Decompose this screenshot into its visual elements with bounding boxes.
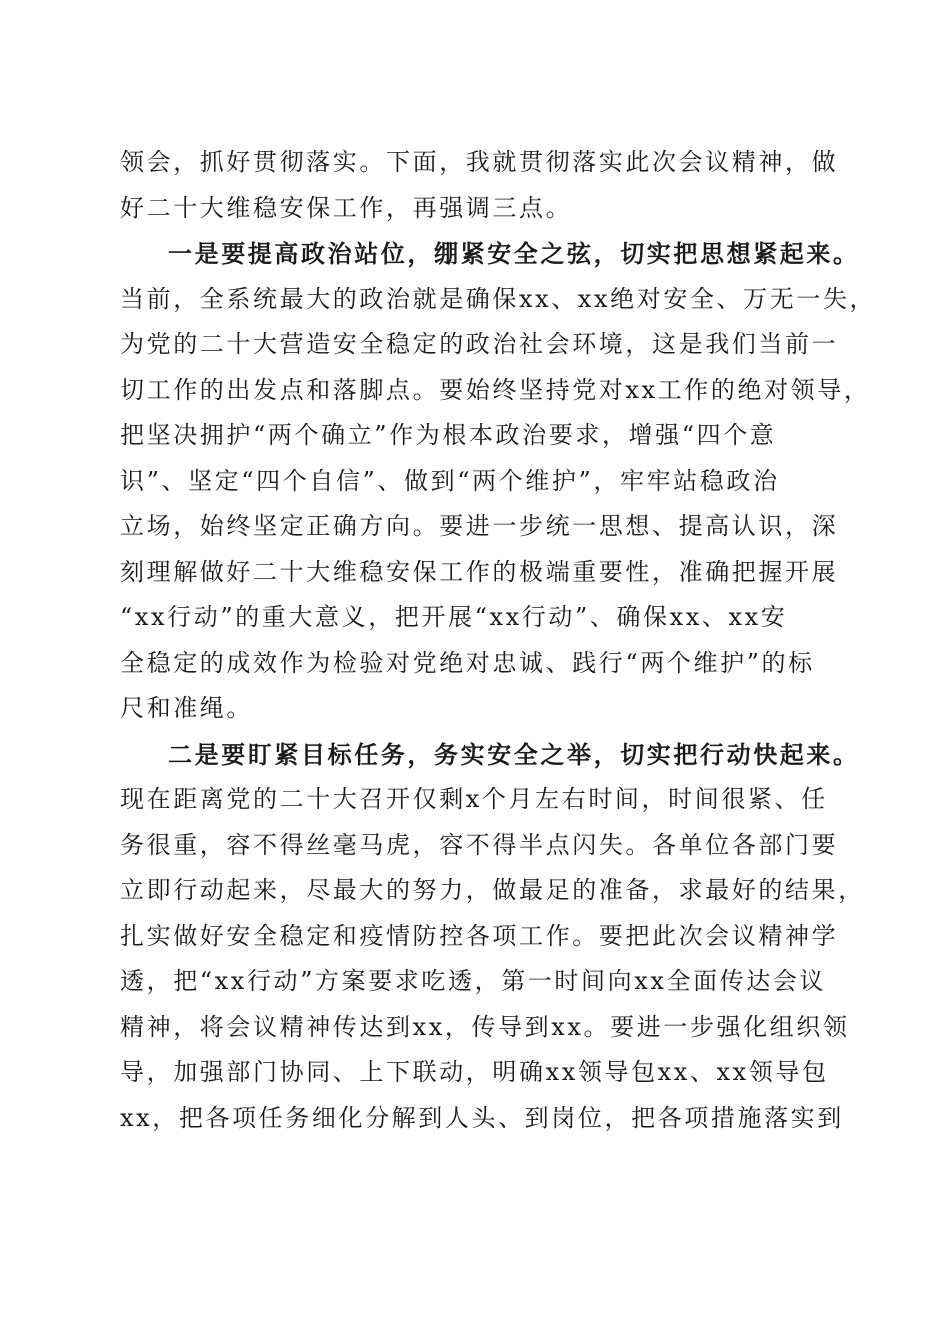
section2-line: 透，把“xx行动”方案要求吃透，第一时间向xx全面传达会议 (120, 967, 827, 995)
section1-line: 为党的二十大营造安全稳定的政治社会环境，这是我们当前一 (120, 330, 839, 358)
section1-line: 识”、坚定“四个自信”、做到“两个维护”，牢牢站稳政治 (120, 466, 780, 495)
section2-line: 导，加强部门协同、上下联动，明确xx领导包xx、xx领导包 (120, 1058, 829, 1086)
section1-line: 把坚决拥护“两个确立”作为根本政治要求，增强“四个意 (120, 421, 777, 449)
section1-line: 切工作的出发点和落脚点。要始终坚持党对xx工作的绝对领导， (120, 375, 871, 404)
section2-line: 扎实做好安全稳定和疫情防控各项工作。要把此次会议精神学 (120, 921, 839, 950)
section2-line: 现在距离党的二十大召开仅剩x个月左右时间，时间很紧、任 (120, 785, 828, 813)
section2-line: xx，把各项任务细化分解到人头、到岗位，把各项措施落实到 (120, 1103, 844, 1132)
section2-line: 精神，将会议精神传达到xx，传导到xx。要进一步强化组织领 (120, 1012, 850, 1041)
document-body (120, 140, 877, 1141)
section1-line: “xx行动”的重大意义，把开展“xx行动”、确保xx、xx安 (120, 603, 788, 631)
section2-line: 立即行动起来，尽最大的努力，做最足的准备，求最好的结果， (120, 876, 865, 904)
section1-line: 立场，始终坚定正确方向。要进一步统一思想、提高认识，深 (120, 512, 839, 540)
intro-line: 领会，抓好贯彻落实。下面，我就贯彻落实此次会议精神，做 (120, 148, 839, 176)
section1-line: 尺和准绳。 (120, 694, 253, 722)
intro-line: 好二十大维稳安保工作，再强调三点。 (120, 193, 573, 222)
section2-line: 务很重，容不得丝毫马虎，容不得半点闪失。各单位各部门要 (120, 830, 839, 859)
section1-line: 当前，全系统最大的政治就是确保xx、xx绝对安全、万无一失， (120, 284, 877, 313)
section1-line: 刻理解做好二十大维稳安保工作的极端重要性，准确把握开展 (120, 557, 839, 586)
section1-line: 全稳定的成效作为检验对党绝对忠诚、践行“两个维护”的标 (120, 648, 815, 677)
section1-heading: 一是要提高政治站位，绷紧安全之弦，切实把思想紧起来。 (168, 239, 860, 268)
section2-heading: 二是要盯紧目标任务，务实安全之举，切实把行动快起来。 (168, 739, 860, 769)
